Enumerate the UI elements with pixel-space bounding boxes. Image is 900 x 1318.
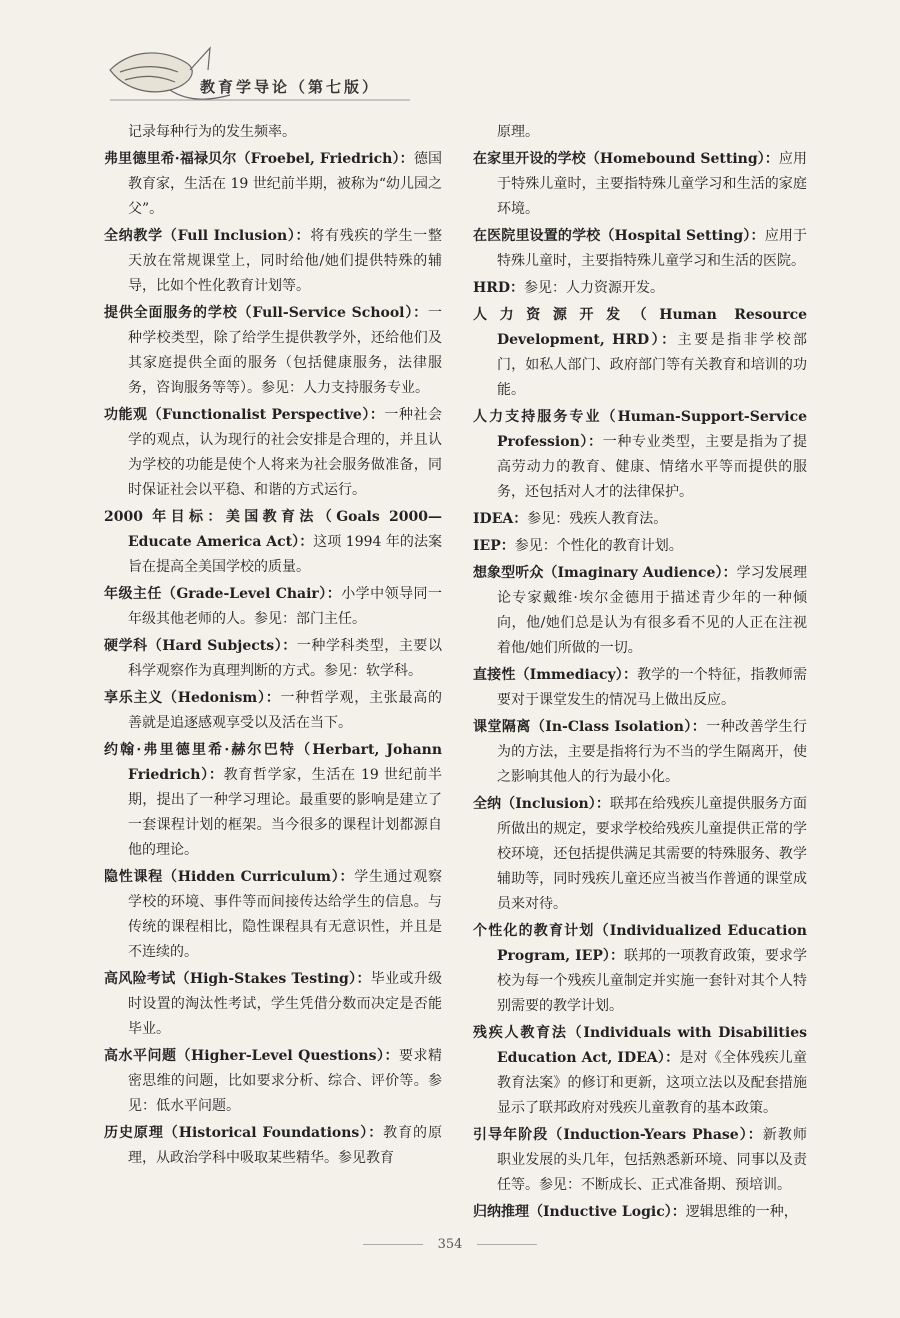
entry-definition: 德国教育家，生活在 19 世纪前半期，被称为“幼儿园之父”。 (128, 151, 443, 217)
entry-term: 课堂隔离（In-Class Isolation）： (473, 719, 707, 735)
entry-term: 直接性（Immediacy）： (473, 667, 638, 683)
entry-term: 享乐主义（Hedonism）： (104, 690, 281, 706)
entry-definition: 联邦的一项教育政策，要求学校为每一个残疾儿童制定并实施一套针对其个人特别需要的教学计划。 (497, 948, 807, 1014)
entry-definition: 新教师职业发展的头几年，包括熟悉新环境、同事以及责任等。参见：不断成长、正式准备期、预培训。 (497, 1127, 807, 1193)
glossary-entry (104, 403, 442, 503)
entry-definition: 原理。 (497, 124, 539, 140)
entry-term: 人力资源开发（Human Resource Development, HRD）： (473, 307, 807, 348)
entry-definition: 毕业或升级时设置的淘汰性考试，学生凭借分数而决定是否能毕业。 (128, 971, 442, 1037)
entry-term: 全纳（Inclusion）： (473, 796, 610, 812)
entry-definition: 应用于特殊儿童时，主要指特殊儿童学习和生活的医院。 (497, 228, 807, 269)
entry-definition: 一种学科类型，主要以科学观察作为真理判断的方式。参见：软学科。 (128, 638, 442, 679)
glossary-entry (104, 224, 442, 299)
entry-definition: 将有残疾的学生一整天放在常规课堂上，同时给他/她们提供特殊的辅导，比如个性化教育计划等。 (128, 228, 442, 294)
entry-definition: 一种学校类型，除了给学生提供教学外，还给他们及其家庭提供全面的服务（包括健康服务，法律服务，咨询服务等等）。参见：人力支持服务专业。 (128, 305, 442, 396)
glossary-entry (473, 147, 807, 222)
glossary-entry (104, 634, 442, 684)
entry-term: 想象型听众（Imaginary Audience）： (473, 565, 737, 581)
glossary-entry (104, 1044, 442, 1119)
glossary-entry (104, 120, 442, 145)
right-column (473, 120, 807, 1227)
entry-definition: 要求精密思维的问题，比如要求分析、综合、评价等。参见：低水平问题。 (128, 1048, 442, 1114)
glossary-entry (473, 120, 807, 145)
entry-definition: 一种社会学的观点，认为现行的社会安排是合理的，并且认为学校的功能是使个人将来为社会服务做准备，同时保证社会以平稳、和谐的方式运行。 (128, 407, 443, 498)
entry-definition: 参见：个性化的教育计划。 (514, 538, 683, 554)
entry-definition: 一种哲学观，主张最高的善就是追逐感观享受以及活在当下。 (128, 690, 442, 731)
glossary-entry (473, 507, 807, 532)
glossary-entry (473, 1200, 807, 1225)
entry-term: 年级主任（Grade-Level Chair）： (104, 586, 342, 602)
entry-term: IEP： (473, 538, 515, 554)
entry-definition: 学习发展理论专家戴维·埃尔金德用于描述青少年的一种倾向，他/她们总是认为有很多看不见的人正在注视着他/她们所做的一切。 (497, 565, 808, 656)
entry-definition: 小学中领导同一年级其他老师的人。参见：部门主任。 (128, 586, 443, 627)
glossary-entry (104, 865, 442, 965)
glossary-entry (473, 1123, 807, 1198)
entry-definition: 是对《全体残疾儿童教育法案》的修订和更新，这项立法以及配套措施显示了联邦政府对残疾儿童教育的基本政策。 (497, 1050, 808, 1116)
glossary-entry (473, 663, 807, 713)
entry-term: 弗里德里希·福禄贝尔（Froebel, Friedrich）： (104, 151, 414, 167)
left-column (104, 120, 442, 1173)
entry-term: 高水平问题（Higher-Level Questions）： (104, 1048, 399, 1064)
glossary-entry (104, 738, 442, 863)
entry-term: 归纳推理（Inductive Logic）： (473, 1204, 686, 1220)
entry-term: 个性化的教育计划（Individualized Education Program, IEP）： (473, 923, 807, 964)
page-number: 354 (437, 1237, 463, 1252)
glossary-entry (473, 919, 807, 1019)
glossary-entry (104, 582, 442, 632)
glossary-entry (104, 686, 442, 736)
glossary-entry (473, 276, 807, 301)
entry-definition: 教学的一个特征，指教师需要对于课堂发生的情况马上做出反应。 (497, 667, 808, 708)
entry-definition: 一种改善学生行为的方法，主要是指将行为不当的学生隔离开，使之影响其他人的行为最小化。 (497, 719, 807, 785)
entry-term: IDEA： (473, 511, 528, 527)
entry-term: 全纳教学（Full Inclusion）： (104, 228, 311, 244)
entry-definition: 主要是指非学校部门，如私人部门、政府部门等有关教育和培训的功能。 (497, 332, 808, 398)
entry-term: 残疾人教育法（Individuals with Disabilities Education Act, IDEA）： (473, 1025, 807, 1066)
entry-term: 隐性课程（Hidden Curriculum）： (104, 869, 355, 885)
entry-definition: 联邦在给残疾儿童提供服务方面所做出的规定，要求学校给残疾儿童提供正常的学校环境，还包括提供满足其需要的特殊服务、教学辅助等，同时残疾儿童还应当被当作普通的课堂成员来对待。 (497, 796, 808, 912)
entry-term: 功能观（Functionalist Perspective）： (104, 407, 385, 423)
glossary-entry (473, 1021, 807, 1121)
entry-definition: 应用于特殊儿童时，主要指特殊儿童学习和生活的家庭环境。 (497, 151, 808, 217)
entry-term: 引导年阶段（Induction-Years Phase）： (473, 1127, 763, 1143)
entry-term: 高风险考试（High-Stakes Testing）： (104, 971, 371, 987)
entry-definition: 学生通过观察学校的环境、事件等而间接传达给学生的信息。与传统的课程相比，隐性课程具有无意识性，并且是不连续的。 (128, 869, 442, 960)
footer-rule-right (477, 1244, 537, 1245)
entry-term: 历史原理（Historical Foundations）： (104, 1125, 384, 1141)
entry-definition: 参见：残疾人教育法。 (527, 511, 668, 527)
glossary-entry (473, 224, 807, 274)
entry-term: 在医院里设置的学校（Hospital Setting）： (473, 228, 765, 244)
book-title: 教育学导论（第七版） (200, 78, 381, 96)
entry-term: 约翰·弗里德里希·赫尔巴特（Herbart, Johann Friedrich）： (104, 742, 442, 783)
glossary-entry (104, 967, 442, 1042)
glossary-entry (473, 405, 807, 505)
entry-definition: 记录每种行为的发生频率。 (128, 124, 296, 140)
entry-definition: 教育的原理，从政治学科中吸取某些精华。参见教育 (128, 1125, 442, 1166)
glossary-entry (104, 505, 442, 580)
glossary-entry (473, 303, 807, 403)
entry-term: 提供全面服务的学校（Full-Service School）： (104, 305, 428, 321)
page-footer (0, 1237, 900, 1252)
glossary-entry (104, 1121, 442, 1171)
entry-definition: 一种专业类型，主要是指为了提高劳动力的教育、健康、情绪水平等而提供的服务，还包括对人才的法律保护。 (497, 434, 807, 500)
glossary-entry (473, 792, 807, 917)
entry-definition: 逻辑思维的一种， (685, 1204, 798, 1220)
entry-term: 硬学科（Hard Subjects）： (104, 638, 297, 654)
entry-definition: 这项 1994 年的法案旨在提高全美国学校的质量。 (128, 534, 442, 575)
entry-definition: 参见：人力资源开发。 (524, 280, 665, 296)
entry-term: 2000 年目标：美国教育法（Goals 2000—Educate America Act）： (104, 509, 442, 550)
footer-rule-left (363, 1244, 423, 1245)
glossary-entry (104, 147, 442, 222)
glossary-entry (473, 561, 807, 661)
entry-term: HRD： (473, 280, 525, 296)
entry-term: 在家里开设的学校（Homebound Setting）： (473, 151, 779, 167)
glossary-entry (473, 715, 807, 790)
glossary-entry (104, 301, 442, 401)
glossary-entry (473, 534, 807, 559)
entry-definition: 教育哲学家，生活在 19 世纪前半期，提出了一种学习理论。最重要的影响是建立了一套课程计划的框架。当今很多的课程计划都源自他的理论。 (128, 767, 443, 858)
entry-term: 人力支持服务专业（Human-Support-Service Profession）： (473, 409, 807, 450)
